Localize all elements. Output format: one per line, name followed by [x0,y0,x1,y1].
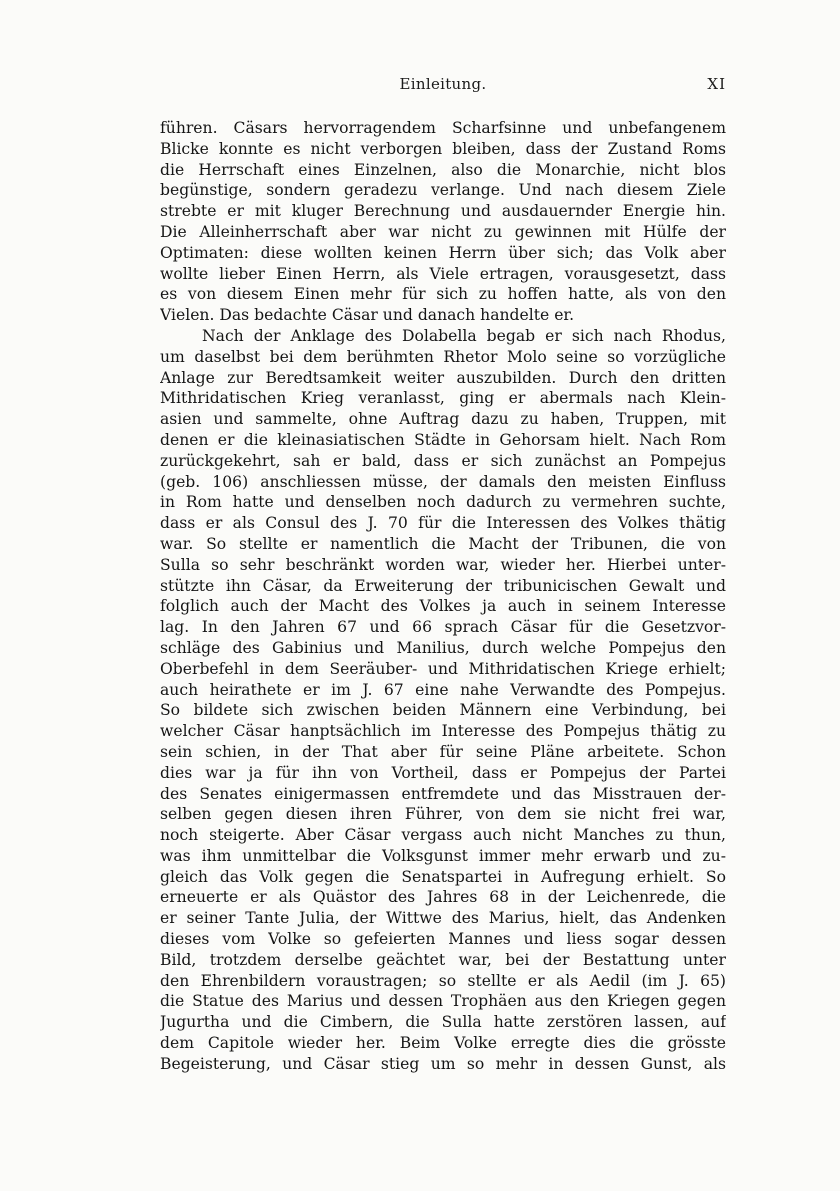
text-line: er seiner Tante Julia, der Wittwe des Marius, hielt, das Andenken [160,909,726,928]
text-line: selben gegen diesen ihren Führer, von dem sie nicht frei war, [160,805,726,824]
text-line: war. So stellte er namentlich die Macht der Tribunen, die von [160,534,726,553]
text-line: in Rom hatte und denselben noch dadurch zu vermehren suchte, [160,493,726,512]
text-line: dieses vom Volke so gefeierten Mannes und liess sogar dessen [160,930,726,949]
text-line: welcher Cäsar hanptsächlich im Interesse des Pompejus thätig zu [160,722,726,741]
text-line: asien und sammelte, ohne Auftrag dazu zu haben, Truppen, mit [160,410,726,429]
text-line: um daselbst bei dem berühmten Rhetor Molo seine so vorzügliche [160,347,726,366]
text-line: Mithridatischen Krieg veranlasst, ging er abermals nach Klein- [160,389,726,408]
text-line: dem Capitole wieder her. Beim Volke erregte dies die grösste [160,1034,726,1053]
text-line: die Herrschaft eines Einzelnen, also die Monarchie, nicht blos [160,160,726,179]
text-line: des Senates einigermassen entfremdete und das Misstrauen der- [160,784,726,803]
text-line: es von diesem Einen mehr für sich zu hoffen hatte, als von den [160,285,726,304]
body-text [160,118,726,1075]
text-line: denen er die kleinasiatischen Städte in Gehorsam hielt. Nach Rom [160,430,726,449]
text-line: Die Alleinherrschaft aber war nicht zu gewinnen mit Hülfe der [160,222,726,241]
text-line: (geb. 106) anschliessen müsse, der damals den meisten Einfluss [160,472,726,491]
text-line: Begeisterung, und Cäsar stieg um so mehr in dessen Gunst, als [160,1054,726,1073]
text-line: begünstige, sondern geradezu verlange. Und nach diesem Ziele [160,181,726,200]
paragraph [160,118,726,326]
text-line: Sulla so sehr beschränkt worden war, wieder her. Hierbei unter- [160,555,726,574]
text-line: sein schien, in der That aber für seine Pläne arbeitete. Schon [160,742,726,761]
text-line: Vielen. Das bedachte Cäsar und danach handelte er. [160,306,575,325]
text-line: erneuerte er als Quästor des Jahres 68 in der Leichenrede, die [160,888,726,907]
text-line: zurückgekehrt, sah er bald, dass er sich zunächst an Pompejus [160,451,726,470]
text-line: Optimaten: diese wollten keinen Herrn über sich; das Volk aber [160,243,726,262]
text-line: Nach der Anklage des Dolabella begab er sich nach Rhodus, [202,326,726,345]
text-line: wollte lieber Einen Herrn, als Viele ertragen, vorausgesetzt, dass [160,264,726,283]
running-title: Einleitung. [399,75,487,93]
text-line: So bildete sich zwischen beiden Männern eine Verbindung, bei [160,701,726,720]
text-line: den Ehrenbildern voraustragen; so stellte er als Aedil (im J. 65) [160,971,726,990]
text-line: schläge des Gabinius und Manilius, durch welche Pompejus den [160,638,726,657]
text-line: Blicke konnte es nicht verborgen bleiben, dass der Zustand Roms [160,139,726,158]
text-line: die Statue des Marius und dessen Trophäen aus den Kriegen gegen [160,992,726,1011]
text-line: auch heirathete er im J. 67 eine nahe Verwandte des Pompejus. [160,680,726,699]
text-line: Anlage zur Beredtsamkeit weiter auszubilden. Durch den dritten [160,368,726,387]
text-line: dass er als Consul des J. 70 für die Interessen des Volkes thätig [160,514,726,533]
text-line: Oberbefehl in dem Seeräuber- und Mithridatischen Kriege erhielt; [160,659,726,678]
text-line: strebte er mit kluger Berechnung und ausdauernder Energie hin. [160,202,726,221]
text-line: gleich das Volk gegen die Senatspartei in Aufregung erhielt. So [160,867,726,886]
text-line: was ihm unmittelbar die Volksgunst immer mehr erwarb und zu- [160,846,726,865]
text-line: Bild, trotzdem derselbe geächtet war, bei der Bestattung unter [160,950,726,969]
paragraph [160,326,726,1075]
text-line: dies war ja für ihn von Vortheil, dass er Pompejus der Partei [160,763,726,782]
page-header [160,75,726,101]
text-line: führen. Cäsars hervorragendem Scharfsinne und unbefangenem [160,119,726,137]
text-line: stützte ihn Cäsar, da Erweiterung der tribunicischen Gewalt und [160,576,726,595]
text-line: Jugurtha und die Cimbern, die Sulla hatte zerstören lassen, auf [160,1013,726,1032]
text-line: lag. In den Jahren 67 und 66 sprach Cäsar für die Gesetzvor- [160,618,726,637]
page-number: XI [707,75,726,93]
text-line: folglich auch der Macht des Volkes ja auch in seinem Interesse [160,597,726,616]
text-line: noch steigerte. Aber Cäsar vergass auch nicht Manches zu thun, [160,826,726,845]
